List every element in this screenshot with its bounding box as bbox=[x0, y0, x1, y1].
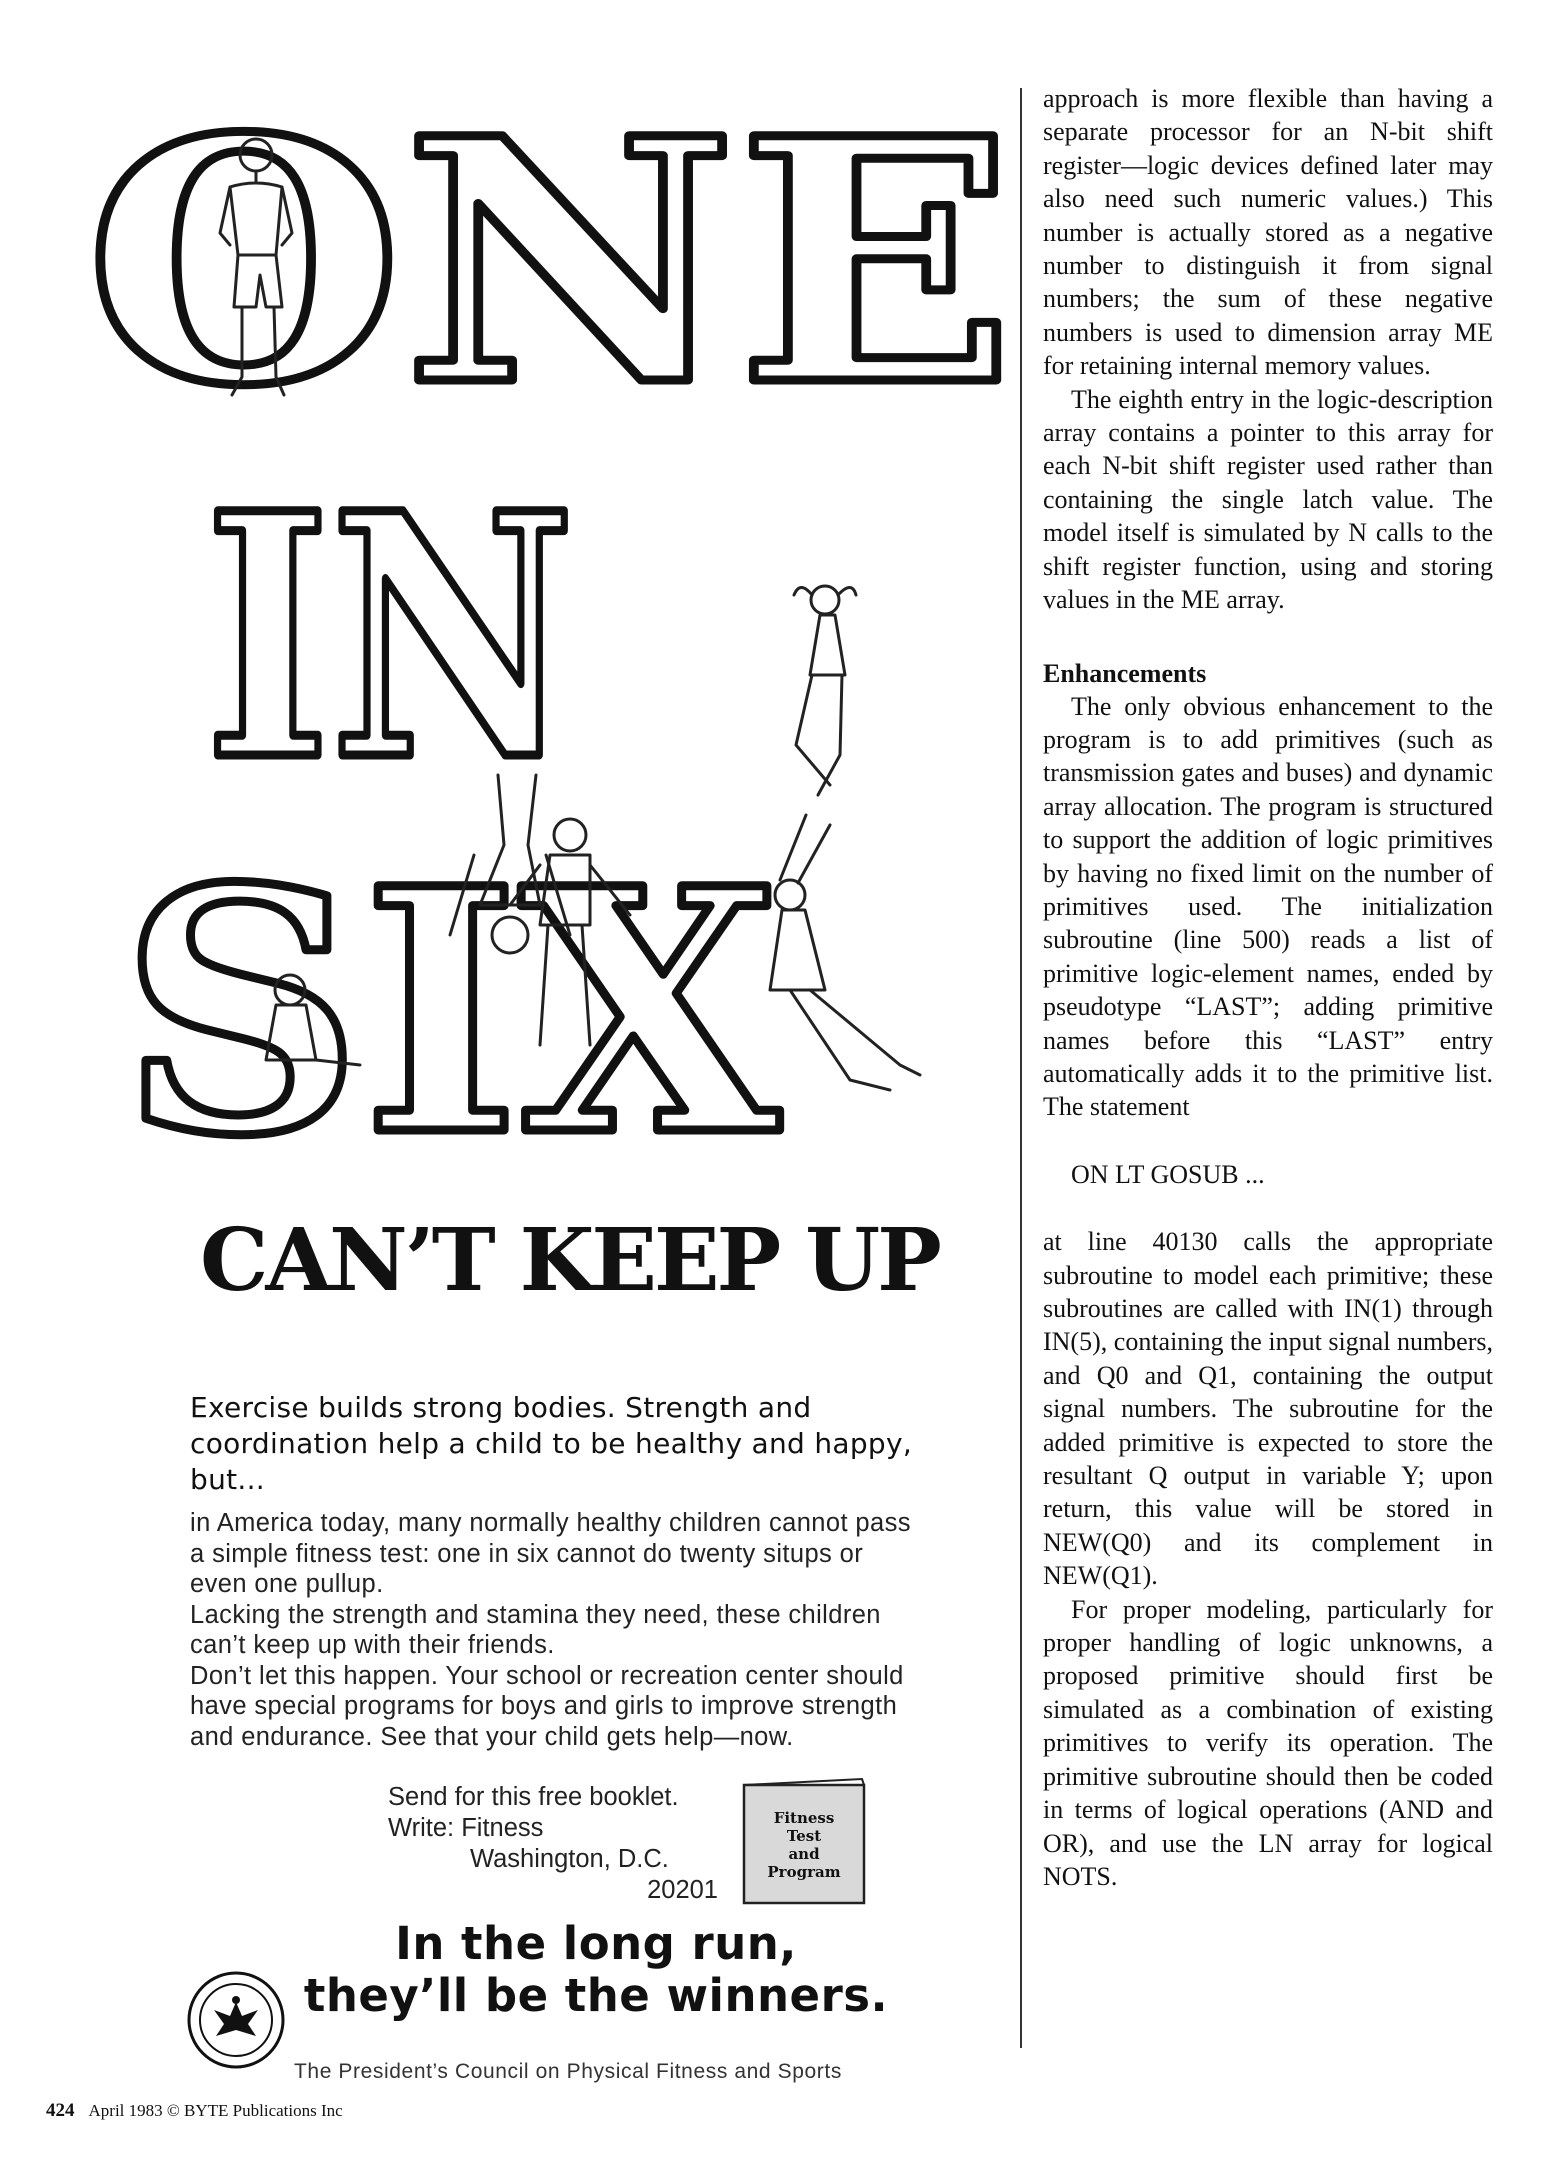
headline-line-one: ONE bbox=[85, 66, 1016, 460]
offer-zip: 20201 bbox=[647, 1876, 718, 1904]
ad-body-paragraph: in America today, many normally healthy children cannot pass a simple fitness test: one in six cannot do twenty situps or even one pullup. bbox=[190, 1509, 911, 1598]
section-heading: Enhancements bbox=[1043, 658, 1207, 688]
code-line: ON LT GOSUB ... bbox=[1071, 1159, 1265, 1189]
column-divider bbox=[1020, 88, 1022, 2048]
girl-reaching-illustration bbox=[770, 815, 920, 1090]
girl-hanging-illustration bbox=[794, 586, 856, 795]
subheadline: CAN’T KEEP UP bbox=[200, 1210, 939, 1311]
imprint: April 1983 © BYTE Publications Inc bbox=[88, 2101, 343, 2120]
sponsor-line: The President’s Council on Physical Fitness and Sports bbox=[294, 2060, 842, 2083]
article-paragraph: at line 40130 calls the appropriate subroutine to model each primitive; these subroutines are called with IN(1) through IN(5), containing the input signal numbers, and Q0 and Q1, containing the output signal numbers. The subroutine for the added primitive is expected to store the resultant Q output in variable Y; upon return, this value will be stored in NEW(Q0) and its complement in NEW(Q1). bbox=[1043, 1227, 1493, 1591]
presidential-seal-logo bbox=[186, 1970, 286, 2070]
headline-line-in: IN bbox=[205, 441, 575, 835]
headline-one-in-six bbox=[70, 55, 1030, 1225]
page-number: 424 bbox=[46, 2100, 75, 2121]
tagline-line: In the long run, bbox=[395, 1917, 797, 1970]
ad-body-paragraph: Lacking the strength and stamina they need, these children can’t keep up with their friends. bbox=[190, 1600, 881, 1659]
headline-line-six: SIX bbox=[120, 816, 782, 1210]
offer-line: Write: Fitness bbox=[388, 1814, 544, 1842]
tagline-line: they’ll be the winners. bbox=[303, 1969, 889, 2022]
article-column bbox=[1043, 82, 1493, 1893]
page-footer bbox=[46, 2100, 343, 2122]
ad-body-text bbox=[190, 1508, 920, 1752]
lead-paragraph: Exercise builds strong bodies. Strength and coordination help a child to be healthy and happy, but... bbox=[190, 1391, 913, 1496]
booklet-cover bbox=[740, 1775, 872, 1907]
article-paragraph: The only obvious enhancement to the program is to add primitives (such as transmission gates and buses) and dynamic array allocation. The program is structured to support the addition of logic primitives by having no fixed limit on the number of primitives used. The initialization subroutine (line 500) reads a list of primitive logic-element names, ended by pseudotype “LAST”; adding primitive names before this “LAST” entry automatically adds it to the primitive list. The statement bbox=[1043, 691, 1493, 1122]
booklet-title: and bbox=[788, 1845, 820, 1863]
article-paragraph: The eighth entry in the logic-description array contains a pointer to this array for each N-bit shift register used rather than containing the single latch value. The model itself is simulated by N calls to the shift register function, using and storing values in the ME array. bbox=[1043, 384, 1493, 615]
mail-in-offer bbox=[388, 1782, 718, 1906]
booklet-title: Program bbox=[767, 1863, 841, 1881]
ad-body-paragraph: Don’t let this happen. Your school or recreation center should have special programs for boys and girls to improve strength and endurance. See that your child gets help—now. bbox=[190, 1661, 904, 1751]
booklet-title: Fitness bbox=[773, 1809, 835, 1827]
article-paragraph: approach is more flexible than having a separate processor for an N-bit shift register—logic devices defined later may also need such numeric values.) This number is actually stored as a negative number to distinguish it from signal numbers; the sum of these negative numbers is used to dimension array ME for retaining internal memory values. bbox=[1043, 84, 1493, 381]
article-paragraph: For proper modeling, particularly for proper handling of logic unknowns, a proposed primitive should first be simulated as a combination of existing primitives to verify its operation. The primitive subroutine should then be coded in terms of logical operations (AND and OR), and use the LN array for logical NOTS. bbox=[1043, 1594, 1493, 1891]
booklet-title: Test bbox=[786, 1827, 822, 1845]
offer-address: Washington, D.C. bbox=[470, 1845, 669, 1873]
offer-line: Send for this free booklet. bbox=[388, 1783, 679, 1811]
tagline bbox=[296, 1918, 896, 2022]
